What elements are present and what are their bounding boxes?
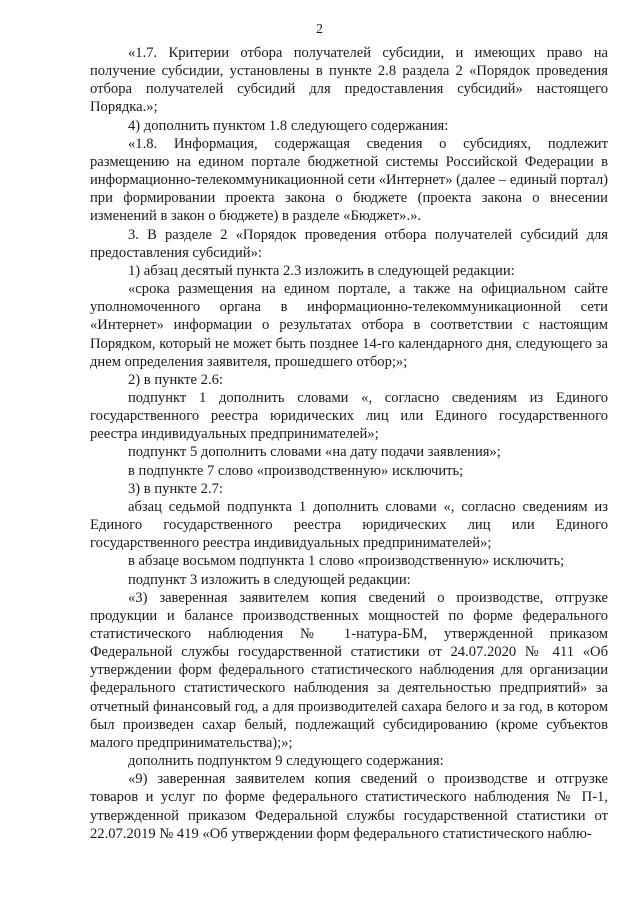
paragraph-quote-3: «3) заверенная заявителем копия сведений о производстве, отгрузке продукции и балансе производственных мощностей по форме федерального статистического наблюдения № 1-натура-БМ, утвержденной приказом Федеральной службы государственной статистики от 24.07.2020 № 411 «Об утверждении форм федерального статистического наблюдения для организации федерального статистического наблюдения за деятельностью предприятий» за отчетный финансовый год, а для производителей сахара белого и за год, в котором был произведен сахар белый, подлежащий субсидированию (кроме субъектов малого предпринимательства);»; (90, 589, 608, 751)
paragraph-sub-1: 1) абзац десятый пункта 2.3 изложить в следующей редакции: (128, 262, 515, 279)
paragraph-sub-2-5: подпункт 5 дополнить словами «на дату подачи заявления»; (128, 444, 501, 461)
paragraph-sub-2-7: в подпункте 7 слово «производственную» исключить; (128, 462, 464, 479)
paragraph-1-8: «1.8. Информация, содержащая сведения о субсидиях, подлежит размещению на едином портале бюджетной системы Российской Федерации в информационно-телекоммуникационной сети «Интернет» (далее – единый портал) при формировании проекта закона о бюджете (проекта закона о внесении изменений в закон о бюджете) в разделе «Бюджет».». (90, 135, 608, 225)
paragraph-item-4: 4) дополнить пунктом 1.8 следующего содержания: (128, 117, 449, 134)
paragraph-1-7: «1.7. Критерии отбора получателей субсидии, и имеющих право на получение субсидии, установлены в пункте 2.8 раздела 2 «Порядок проведения отбора получателей субсидий для предоставления субсидий» настоящего Порядка.»; (90, 45, 608, 116)
document-body (90, 44, 608, 843)
paragraph-quote-9: «9) заверенная заявителем копия сведений о производстве и отгрузке товаров и услуг по форме федерального статистического наблюдения № П-1, утвержденной приказом Федеральной службы государственной статистики от 22.07.2019 № 419 «Об утверждении форм федерального статистического наблю- (90, 771, 608, 842)
paragraph-sub-3-abz8: в абзаце восьмом подпункта 1 слово «производственную» исключить; (128, 553, 565, 570)
page-number: 2 (316, 22, 323, 37)
paragraph-sub-2: 2) в пункте 2.6: (128, 371, 223, 388)
paragraph-sub-3-3: подпункт 3 изложить в следующей редакции: (128, 571, 411, 588)
paragraph-section-3: 3. В разделе 2 «Порядок проведения отбора получателей субсидий для предоставления субсидий»: (90, 226, 608, 261)
paragraph-sub-3: 3) в пункте 2.7: (128, 480, 223, 497)
paragraph-add-9: дополнить подпунктом 9 следующего содержания: (128, 753, 444, 770)
paragraph-sub-3-abz7: абзац седьмой подпункта 1 дополнить словами «, согласно сведениям из Единого государственного реестра юридических лиц или Единого государственного реестра индивидуальных предпринимателей»; (90, 498, 608, 552)
paragraph-sub-2-1: подпункт 1 дополнить словами «, согласно сведениям из Единого государственного реестра юридических лиц или Единого государственного реестра индивидуальных предпринимателей»; (90, 389, 608, 443)
paragraph-quote-deadline: «срока размещения на едином портале, а также на официальном сайте уполномоченного органа в информационно-телекоммуникационной сети «Интернет» информации о результатах отбора в соответствии с настоящим Порядком, который не может быть позднее 14-го календарного дня, следующего за днем определения заявителя, прошедшего отбор;»; (90, 281, 608, 370)
